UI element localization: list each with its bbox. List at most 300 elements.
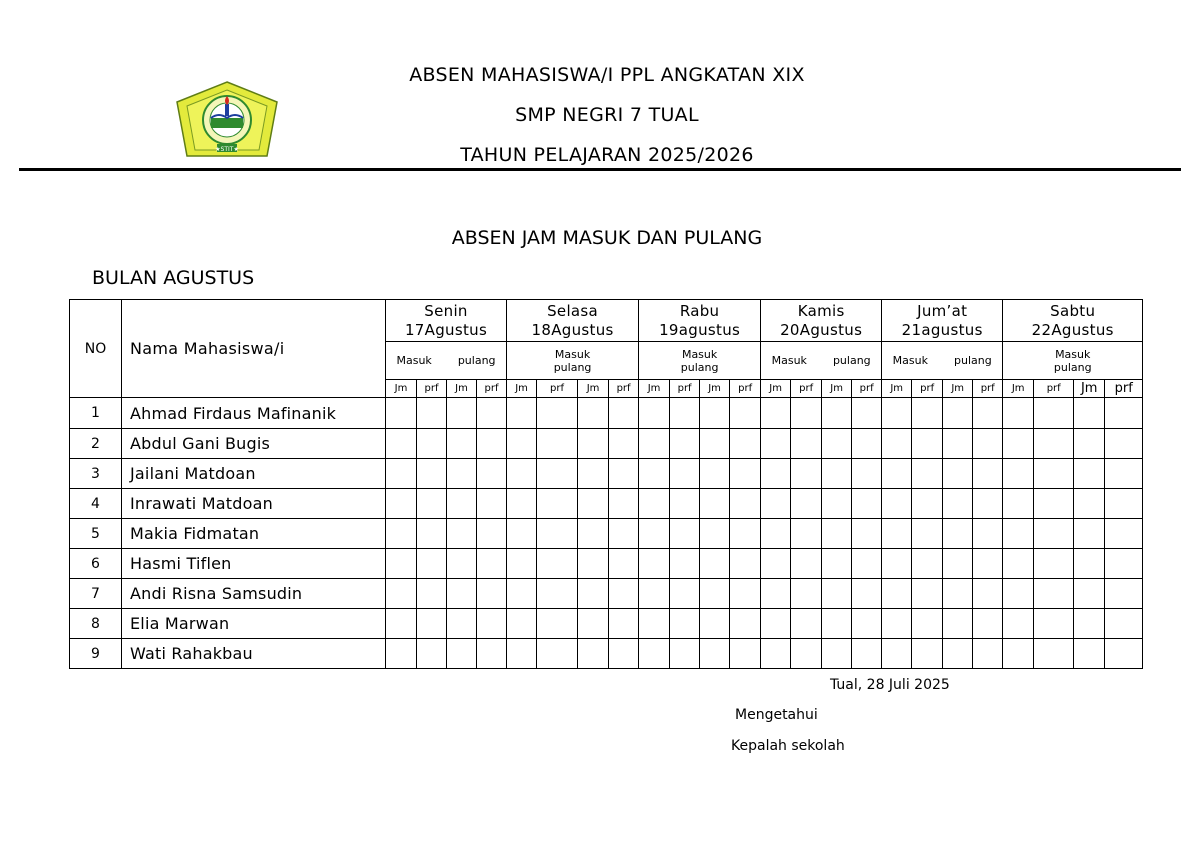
attendance-cell[interactable] bbox=[791, 459, 822, 489]
attendance-cell[interactable] bbox=[1074, 429, 1105, 459]
attendance-cell[interactable] bbox=[537, 639, 578, 669]
attendance-cell[interactable] bbox=[791, 519, 822, 549]
attendance-cell[interactable] bbox=[700, 489, 730, 519]
attendance-cell[interactable] bbox=[882, 579, 912, 609]
place-date: Tual, 28 Juli 2025 bbox=[830, 677, 950, 693]
masuk-pulang-header bbox=[1003, 342, 1143, 380]
attendance-cell[interactable] bbox=[477, 639, 507, 669]
attendance-cell[interactable] bbox=[852, 398, 882, 429]
day-name: Selasa bbox=[547, 301, 599, 320]
jm-label: Jm bbox=[882, 380, 912, 398]
attendance-cell[interactable] bbox=[507, 609, 537, 639]
attendance-cell[interactable] bbox=[609, 519, 639, 549]
attendance-cell[interactable] bbox=[852, 579, 882, 609]
attendance-cell[interactable] bbox=[639, 459, 670, 489]
attendance-cell[interactable] bbox=[973, 579, 1003, 609]
attendance-cell[interactable] bbox=[1105, 489, 1143, 519]
attendance-cell[interactable] bbox=[1034, 639, 1074, 669]
jm-label: Jm bbox=[761, 380, 791, 398]
attendance-cell[interactable] bbox=[700, 398, 730, 429]
attendance-cell[interactable] bbox=[730, 489, 761, 519]
attendance-cell[interactable] bbox=[700, 519, 730, 549]
row-number: 8 bbox=[70, 609, 122, 639]
attendance-cell[interactable] bbox=[761, 549, 791, 579]
attendance-cell[interactable] bbox=[447, 459, 477, 489]
acknowledge-label: Mengetahui bbox=[735, 707, 818, 723]
attendance-cell[interactable] bbox=[822, 489, 852, 519]
attendance-cell[interactable] bbox=[1003, 398, 1034, 429]
attendance-cell[interactable] bbox=[639, 609, 670, 639]
pulang-label: pulang bbox=[680, 360, 719, 374]
jm-label: Jm bbox=[386, 380, 417, 398]
student-name: Andi Risna Samsudin bbox=[122, 579, 386, 609]
masuk-label: Masuk bbox=[892, 354, 928, 367]
attendance-cell[interactable] bbox=[477, 398, 507, 429]
attendance-cell[interactable] bbox=[609, 579, 639, 609]
attendance-cell[interactable] bbox=[507, 398, 537, 429]
attendance-cell[interactable] bbox=[477, 429, 507, 459]
attendance-cell[interactable] bbox=[1105, 579, 1143, 609]
attendance-cell[interactable] bbox=[973, 398, 1003, 429]
student-name: Wati Rahakbau bbox=[122, 639, 386, 669]
attendance-cell[interactable] bbox=[670, 398, 700, 429]
attendance-cell[interactable] bbox=[761, 429, 791, 459]
attendance-cell[interactable] bbox=[912, 459, 943, 489]
attendance-cell[interactable] bbox=[1074, 549, 1105, 579]
attendance-cell[interactable] bbox=[973, 459, 1003, 489]
principal-label: Kepalah sekolah bbox=[731, 738, 845, 754]
attendance-cell[interactable] bbox=[417, 429, 447, 459]
attendance-cell[interactable] bbox=[578, 398, 609, 429]
attendance-cell[interactable] bbox=[639, 429, 670, 459]
table-row bbox=[70, 489, 1143, 519]
attendance-cell[interactable] bbox=[507, 489, 537, 519]
attendance-cell[interactable] bbox=[943, 489, 973, 519]
table-row bbox=[70, 609, 1143, 639]
attendance-cell[interactable] bbox=[1034, 429, 1074, 459]
attendance-cell[interactable] bbox=[761, 519, 791, 549]
row-number: 7 bbox=[70, 579, 122, 609]
jm-label: Jm bbox=[822, 380, 852, 398]
attendance-cell[interactable] bbox=[417, 519, 447, 549]
attendance-cell[interactable] bbox=[700, 429, 730, 459]
attendance-cell[interactable] bbox=[609, 609, 639, 639]
attendance-cell[interactable] bbox=[912, 549, 943, 579]
attendance-cell[interactable] bbox=[973, 609, 1003, 639]
attendance-cell[interactable] bbox=[730, 609, 761, 639]
attendance-cell[interactable] bbox=[882, 609, 912, 639]
attendance-cell[interactable] bbox=[1034, 519, 1074, 549]
attendance-cell[interactable] bbox=[447, 579, 477, 609]
attendance-cell[interactable] bbox=[700, 549, 730, 579]
attendance-cell[interactable] bbox=[507, 639, 537, 669]
attendance-cell[interactable] bbox=[761, 609, 791, 639]
attendance-cell[interactable] bbox=[670, 549, 700, 579]
attendance-cell[interactable] bbox=[882, 519, 912, 549]
attendance-cell[interactable] bbox=[578, 609, 609, 639]
attendance-cell[interactable] bbox=[791, 639, 822, 669]
attendance-cell[interactable] bbox=[578, 519, 609, 549]
attendance-cell[interactable] bbox=[477, 609, 507, 639]
attendance-cell[interactable] bbox=[730, 579, 761, 609]
attendance-cell[interactable] bbox=[639, 398, 670, 429]
attendance-cell[interactable] bbox=[1034, 489, 1074, 519]
masuk-label: Masuk bbox=[771, 354, 807, 367]
attendance-cell[interactable] bbox=[417, 549, 447, 579]
attendance-cell[interactable] bbox=[386, 639, 417, 669]
day-header-selasa bbox=[507, 300, 639, 342]
header-divider bbox=[19, 168, 1181, 171]
attendance-cell[interactable] bbox=[670, 429, 700, 459]
masuk-label: Masuk bbox=[396, 354, 432, 367]
attendance-cell[interactable] bbox=[761, 639, 791, 669]
attendance-cell[interactable] bbox=[1003, 489, 1034, 519]
attendance-cell[interactable] bbox=[447, 489, 477, 519]
student-name: Inrawati Matdoan bbox=[122, 489, 386, 519]
jm-label: Jm bbox=[447, 380, 477, 398]
prf-label: prf bbox=[1105, 380, 1143, 398]
attendance-cell[interactable] bbox=[670, 639, 700, 669]
attendance-cell[interactable] bbox=[852, 519, 882, 549]
attendance-cell[interactable] bbox=[1003, 519, 1034, 549]
attendance-cell[interactable] bbox=[670, 519, 700, 549]
attendance-cell[interactable] bbox=[730, 459, 761, 489]
attendance-cell[interactable] bbox=[537, 519, 578, 549]
prf-label: prf bbox=[730, 380, 761, 398]
row-number: 9 bbox=[70, 639, 122, 669]
attendance-cell[interactable] bbox=[973, 639, 1003, 669]
attendance-cell[interactable] bbox=[1003, 609, 1034, 639]
attendance-cell[interactable] bbox=[578, 489, 609, 519]
attendance-cell[interactable] bbox=[700, 459, 730, 489]
masuk-pulang-header bbox=[639, 342, 761, 380]
table-row bbox=[70, 398, 1143, 429]
attendance-cell[interactable] bbox=[417, 639, 447, 669]
attendance-cell[interactable] bbox=[943, 579, 973, 609]
attendance-cell[interactable] bbox=[791, 579, 822, 609]
table-row bbox=[70, 639, 1143, 669]
attendance-cell[interactable] bbox=[386, 549, 417, 579]
attendance-cell[interactable] bbox=[912, 398, 943, 429]
attendance-cell[interactable] bbox=[852, 549, 882, 579]
attendance-cell[interactable] bbox=[882, 429, 912, 459]
masuk-pulang-header bbox=[882, 342, 1003, 380]
attendance-cell[interactable] bbox=[943, 519, 973, 549]
day-header-sabtu bbox=[1003, 300, 1143, 342]
attendance-cell[interactable] bbox=[447, 429, 477, 459]
attendance-cell[interactable] bbox=[791, 609, 822, 639]
masuk-label: Masuk bbox=[681, 347, 718, 361]
attendance-cell[interactable] bbox=[973, 429, 1003, 459]
attendance-cell[interactable] bbox=[537, 609, 578, 639]
masuk-label: Masuk bbox=[554, 347, 591, 361]
attendance-cell[interactable] bbox=[1074, 519, 1105, 549]
attendance-cell[interactable] bbox=[507, 519, 537, 549]
attendance-cell[interactable] bbox=[609, 459, 639, 489]
jm-label: Jm bbox=[1074, 380, 1105, 398]
attendance-cell[interactable] bbox=[730, 398, 761, 429]
attendance-cell[interactable] bbox=[1074, 489, 1105, 519]
prf-label: prf bbox=[791, 380, 822, 398]
attendance-cell[interactable] bbox=[700, 579, 730, 609]
day-header-kamis bbox=[761, 300, 882, 342]
row-number: 5 bbox=[70, 519, 122, 549]
attendance-cell[interactable] bbox=[730, 519, 761, 549]
attendance-cell[interactable] bbox=[386, 609, 417, 639]
attendance-cell[interactable] bbox=[578, 549, 609, 579]
attendance-cell[interactable] bbox=[639, 579, 670, 609]
student-name: Abdul Gani Bugis bbox=[122, 429, 386, 459]
attendance-cell[interactable] bbox=[791, 489, 822, 519]
attendance-cell[interactable] bbox=[943, 639, 973, 669]
attendance-cell[interactable] bbox=[822, 459, 852, 489]
table-row bbox=[70, 459, 1143, 489]
attendance-cell[interactable] bbox=[1105, 639, 1143, 669]
attendance-cell[interactable] bbox=[386, 459, 417, 489]
pulang-label: pulang bbox=[1053, 360, 1092, 374]
attendance-cell[interactable] bbox=[537, 549, 578, 579]
attendance-cell[interactable] bbox=[1003, 459, 1034, 489]
masuk-pulang-header bbox=[386, 342, 507, 380]
attendance-cell[interactable] bbox=[609, 489, 639, 519]
attendance-cell[interactable] bbox=[609, 639, 639, 669]
attendance-cell[interactable] bbox=[700, 639, 730, 669]
svg-text:★STIT★: ★STIT★ bbox=[215, 146, 239, 153]
attendance-cell[interactable] bbox=[791, 549, 822, 579]
attendance-cell[interactable] bbox=[670, 609, 700, 639]
attendance-cell[interactable] bbox=[1105, 429, 1143, 459]
attendance-cell[interactable] bbox=[477, 519, 507, 549]
attendance-cell[interactable] bbox=[1105, 398, 1143, 429]
attendance-cell[interactable] bbox=[386, 429, 417, 459]
attendance-cell[interactable] bbox=[1034, 549, 1074, 579]
attendance-cell[interactable] bbox=[447, 609, 477, 639]
attendance-cell[interactable] bbox=[507, 459, 537, 489]
attendance-cell[interactable] bbox=[882, 549, 912, 579]
attendance-cell[interactable] bbox=[882, 398, 912, 429]
attendance-cell[interactable] bbox=[477, 489, 507, 519]
row-number: 2 bbox=[70, 429, 122, 459]
header-title: ABSEN MAHASISWA/I PPL ANGKATAN XIX bbox=[409, 64, 805, 86]
month-label: BULAN AGUSTUS bbox=[92, 267, 255, 289]
attendance-cell[interactable] bbox=[537, 429, 578, 459]
row-number: 1 bbox=[70, 398, 122, 429]
attendance-cell[interactable] bbox=[973, 519, 1003, 549]
attendance-cell[interactable] bbox=[447, 639, 477, 669]
student-name: Jailani Matdoan bbox=[122, 459, 386, 489]
attendance-cell[interactable] bbox=[1105, 549, 1143, 579]
header-school: SMP NEGRI 7 TUAL bbox=[515, 104, 699, 126]
attendance-cell[interactable] bbox=[822, 519, 852, 549]
attendance-cell[interactable] bbox=[417, 489, 447, 519]
attendance-cell[interactable] bbox=[1105, 459, 1143, 489]
attendance-cell[interactable] bbox=[912, 489, 943, 519]
attendance-cell[interactable] bbox=[386, 519, 417, 549]
attendance-table bbox=[69, 299, 1143, 669]
attendance-cell[interactable] bbox=[417, 579, 447, 609]
student-name: Makia Fidmatan bbox=[122, 519, 386, 549]
attendance-cell[interactable] bbox=[477, 459, 507, 489]
header-year: TAHUN PELAJARAN 2025/2026 bbox=[460, 144, 754, 166]
pulang-label: pulang bbox=[553, 360, 592, 374]
attendance-cell[interactable] bbox=[822, 549, 852, 579]
attendance-cell[interactable] bbox=[822, 579, 852, 609]
attendance-cell[interactable] bbox=[761, 489, 791, 519]
prf-label: prf bbox=[477, 380, 507, 398]
attendance-cell[interactable] bbox=[761, 579, 791, 609]
attendance-cell[interactable] bbox=[700, 609, 730, 639]
day-name: Jum’at bbox=[917, 301, 968, 320]
attendance-cell[interactable] bbox=[537, 579, 578, 609]
jm-label: Jm bbox=[700, 380, 730, 398]
attendance-cell[interactable] bbox=[477, 579, 507, 609]
attendance-cell[interactable] bbox=[609, 429, 639, 459]
prf-label: prf bbox=[609, 380, 639, 398]
attendance-cell[interactable] bbox=[578, 459, 609, 489]
jm-label: Jm bbox=[578, 380, 609, 398]
attendance-cell[interactable] bbox=[882, 459, 912, 489]
jm-label: Jm bbox=[943, 380, 973, 398]
attendance-cell[interactable] bbox=[852, 459, 882, 489]
row-number: 6 bbox=[70, 549, 122, 579]
attendance-cell[interactable] bbox=[882, 639, 912, 669]
attendance-cell[interactable] bbox=[852, 609, 882, 639]
attendance-cell[interactable] bbox=[417, 398, 447, 429]
attendance-cell[interactable] bbox=[1034, 398, 1074, 429]
attendance-cell[interactable] bbox=[852, 429, 882, 459]
attendance-cell[interactable] bbox=[670, 489, 700, 519]
attendance-cell[interactable] bbox=[670, 579, 700, 609]
attendance-cell[interactable] bbox=[639, 519, 670, 549]
attendance-cell[interactable] bbox=[1105, 519, 1143, 549]
attendance-cell[interactable] bbox=[973, 489, 1003, 519]
attendance-cell[interactable] bbox=[1034, 579, 1074, 609]
table-row bbox=[70, 429, 1143, 459]
pulang-label: pulang bbox=[832, 354, 871, 367]
attendance-cell[interactable] bbox=[537, 489, 578, 519]
attendance-cell[interactable] bbox=[1003, 579, 1034, 609]
attendance-cell[interactable] bbox=[882, 489, 912, 519]
attendance-cell[interactable] bbox=[822, 609, 852, 639]
attendance-cell[interactable] bbox=[943, 549, 973, 579]
attendance-cell[interactable] bbox=[386, 579, 417, 609]
attendance-cell[interactable] bbox=[912, 429, 943, 459]
attendance-cell[interactable] bbox=[537, 398, 578, 429]
prf-label: prf bbox=[973, 380, 1003, 398]
attendance-cell[interactable] bbox=[447, 519, 477, 549]
attendance-cell[interactable] bbox=[447, 398, 477, 429]
pulang-label: pulang bbox=[457, 354, 496, 367]
attendance-cell[interactable] bbox=[822, 429, 852, 459]
attendance-cell[interactable] bbox=[1105, 609, 1143, 639]
attendance-cell[interactable] bbox=[943, 459, 973, 489]
attendance-cell[interactable] bbox=[791, 429, 822, 459]
day-header-jumat bbox=[882, 300, 1003, 342]
attendance-cell[interactable] bbox=[386, 489, 417, 519]
attendance-cell[interactable] bbox=[822, 398, 852, 429]
attendance-cell[interactable] bbox=[730, 549, 761, 579]
attendance-cell[interactable] bbox=[417, 459, 447, 489]
attendance-cell[interactable] bbox=[1003, 549, 1034, 579]
attendance-cell[interactable] bbox=[852, 639, 882, 669]
attendance-cell[interactable] bbox=[791, 398, 822, 429]
attendance-cell[interactable] bbox=[912, 609, 943, 639]
attendance-cell[interactable] bbox=[477, 549, 507, 579]
prf-label: prf bbox=[670, 380, 700, 398]
jm-label: Jm bbox=[507, 380, 537, 398]
attendance-cell[interactable] bbox=[943, 398, 973, 429]
attendance-cell[interactable] bbox=[1003, 429, 1034, 459]
attendance-cell[interactable] bbox=[639, 489, 670, 519]
attendance-cell[interactable] bbox=[943, 429, 973, 459]
table-row bbox=[70, 519, 1143, 549]
attendance-cell[interactable] bbox=[912, 639, 943, 669]
attendance-cell[interactable] bbox=[578, 639, 609, 669]
student-name: Hasmi Tiflen bbox=[122, 549, 386, 579]
attendance-cell[interactable] bbox=[852, 489, 882, 519]
attendance-cell[interactable] bbox=[578, 429, 609, 459]
student-name: Ahmad Firdaus Mafinanik bbox=[122, 398, 386, 429]
day-name: Kamis bbox=[797, 301, 845, 320]
attendance-cell[interactable] bbox=[1074, 398, 1105, 429]
attendance-cell[interactable] bbox=[670, 459, 700, 489]
day-header-rabu bbox=[639, 300, 761, 342]
attendance-cell[interactable] bbox=[912, 579, 943, 609]
day-date: 20Agustus bbox=[780, 320, 863, 339]
attendance-cell[interactable] bbox=[1074, 459, 1105, 489]
attendance-cell[interactable] bbox=[761, 459, 791, 489]
attendance-cell[interactable] bbox=[537, 459, 578, 489]
attendance-cell[interactable] bbox=[609, 398, 639, 429]
table-row bbox=[70, 549, 1143, 579]
day-date: 18Agustus bbox=[531, 320, 614, 339]
attendance-cell[interactable] bbox=[730, 429, 761, 459]
attendance-cell[interactable] bbox=[417, 609, 447, 639]
day-date: 22Agustus bbox=[1031, 320, 1114, 339]
prf-label: prf bbox=[912, 380, 943, 398]
attendance-cell[interactable] bbox=[1034, 459, 1074, 489]
attendance-cell[interactable] bbox=[609, 549, 639, 579]
attendance-cell[interactable] bbox=[578, 579, 609, 609]
attendance-cell[interactable] bbox=[973, 549, 1003, 579]
attendance-cell[interactable] bbox=[943, 609, 973, 639]
row-number: 3 bbox=[70, 459, 122, 489]
day-name: Sabtu bbox=[1050, 301, 1096, 320]
name-header: Nama Mahasiswa/i bbox=[122, 300, 386, 398]
attendance-cell[interactable] bbox=[1074, 609, 1105, 639]
attendance-cell[interactable] bbox=[507, 429, 537, 459]
attendance-cell[interactable] bbox=[639, 639, 670, 669]
attendance-cell[interactable] bbox=[1074, 579, 1105, 609]
attendance-cell[interactable] bbox=[730, 639, 761, 669]
prf-label: prf bbox=[537, 380, 578, 398]
student-name: Elia Marwan bbox=[122, 609, 386, 639]
attendance-cell[interactable] bbox=[507, 579, 537, 609]
masuk-pulang-header bbox=[507, 342, 639, 380]
attendance-cell[interactable] bbox=[447, 549, 477, 579]
day-name: Rabu bbox=[679, 301, 720, 320]
attendance-cell[interactable] bbox=[386, 398, 417, 429]
attendance-cell[interactable] bbox=[761, 398, 791, 429]
attendance-cell[interactable] bbox=[1003, 639, 1034, 669]
attendance-cell[interactable] bbox=[912, 519, 943, 549]
day-date: 17Agustus bbox=[404, 320, 488, 339]
attendance-cell[interactable] bbox=[1034, 609, 1074, 639]
attendance-cell[interactable] bbox=[822, 639, 852, 669]
attendance-cell[interactable] bbox=[507, 549, 537, 579]
attendance-cell[interactable] bbox=[639, 549, 670, 579]
attendance-cell[interactable] bbox=[1074, 639, 1105, 669]
